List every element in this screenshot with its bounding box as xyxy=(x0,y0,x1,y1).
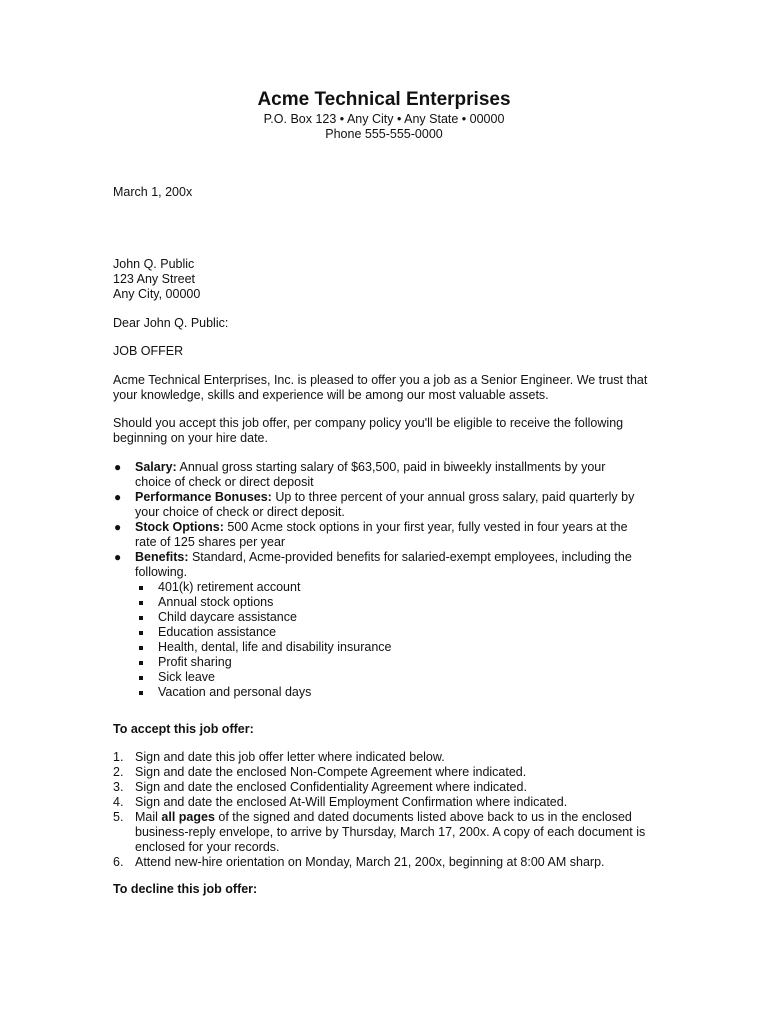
square-bullet-icon xyxy=(139,676,143,680)
list-item: ● Performance Bonuses: Up to three percent of your annual gross salary, paid quarterly by your choice of check or direct deposit. xyxy=(114,490,635,519)
square-bullet-icon xyxy=(139,691,143,695)
recipient-address xyxy=(113,257,673,302)
list-item: 4. Sign and date the enclosed At-Will Employment Confirmation where indicated. xyxy=(113,795,568,809)
bullet-icon: ● xyxy=(114,460,122,474)
list-item: 2. Sign and date the enclosed Non-Compete Agreement where indicated. xyxy=(113,765,527,779)
letter-date: March 1, 200x xyxy=(113,185,193,199)
list-item: Education assistance xyxy=(135,625,643,640)
bullet-icon: ● xyxy=(114,550,122,564)
list-item: ● Salary: Annual gross starting salary of $63,500, paid in biweekly installments by your choice of check or direct deposit xyxy=(114,460,606,489)
decline-heading: To decline this job offer: xyxy=(113,882,258,896)
bullet-icon: ● xyxy=(114,520,122,534)
list-item: Child daycare assistance xyxy=(135,610,643,625)
intro-paragraph: Acme Technical Enterprises, Inc. is pleased to offer you a job as a Senior Engineer. We trust that your knowledge, skills and experience will be among our most valuable assets. xyxy=(113,373,648,402)
letterhead xyxy=(0,88,768,142)
square-bullet-icon xyxy=(139,616,143,620)
accept-heading: To accept this job offer: xyxy=(113,722,254,736)
company-address: P.O. Box 123 • Any City • Any State • 00000 xyxy=(263,112,505,126)
list-item: Annual stock options xyxy=(135,595,643,610)
square-bullet-icon xyxy=(139,646,143,650)
list-item: Sick leave xyxy=(135,670,643,685)
list-item: 6. Attend new-hire orientation on Monday, March 21, 200x, beginning at 8:00 AM sharp. xyxy=(113,855,605,869)
list-item: Vacation and personal days xyxy=(135,685,643,700)
square-bullet-icon xyxy=(139,586,143,590)
company-name: Acme Technical Enterprises xyxy=(257,89,511,110)
bullet-icon: ● xyxy=(114,490,122,504)
recipient-name: John Q. Public xyxy=(113,257,195,271)
list-item: 1. Sign and date this job offer letter where indicated below. xyxy=(113,750,445,764)
list-item: 401(k) retirement account xyxy=(135,580,643,595)
subject-line: JOB OFFER xyxy=(113,344,184,358)
eligibility-paragraph: Should you accept this job offer, per company policy you'll be eligible to receive the following beginning on your hire date. xyxy=(113,416,624,445)
recipient-city: Any City, 00000 xyxy=(113,287,201,301)
benefits-list xyxy=(113,460,643,700)
list-item: ● Stock Options: 500 Acme stock options in your first year, fully vested in four years at the rate of 125 shares per year xyxy=(114,520,628,549)
sub-benefits-list xyxy=(135,580,643,700)
list-item: Health, dental, life and disability insurance xyxy=(135,640,643,655)
company-phone: Phone 555-555-0000 xyxy=(325,127,443,141)
square-bullet-icon xyxy=(139,661,143,665)
list-item: 3. Sign and date the enclosed Confidentiality Agreement where indicated. xyxy=(113,780,527,794)
list-item: 5. Mail all pages of the signed and dated documents listed above back to us in the enclosed business-reply envelope, to arrive by Thursday, March 17, 200x. A copy of each document is enclosed for your records. xyxy=(113,810,646,854)
square-bullet-icon xyxy=(139,631,143,635)
salutation: Dear John Q. Public: xyxy=(113,316,229,330)
square-bullet-icon xyxy=(139,601,143,605)
list-item: ● Benefits: Standard, Acme-provided benefits for salaried-exempt employees, including the following. 401(k) retirement account Annual stock options Child daycare assistance Education assistance Health, dental, life and disability insurance Profit sharing Sick leave Vacation and personal days xyxy=(113,550,643,700)
accept-steps-list xyxy=(113,750,653,870)
list-item: Profit sharing xyxy=(135,655,643,670)
recipient-street: 123 Any Street xyxy=(113,272,196,286)
